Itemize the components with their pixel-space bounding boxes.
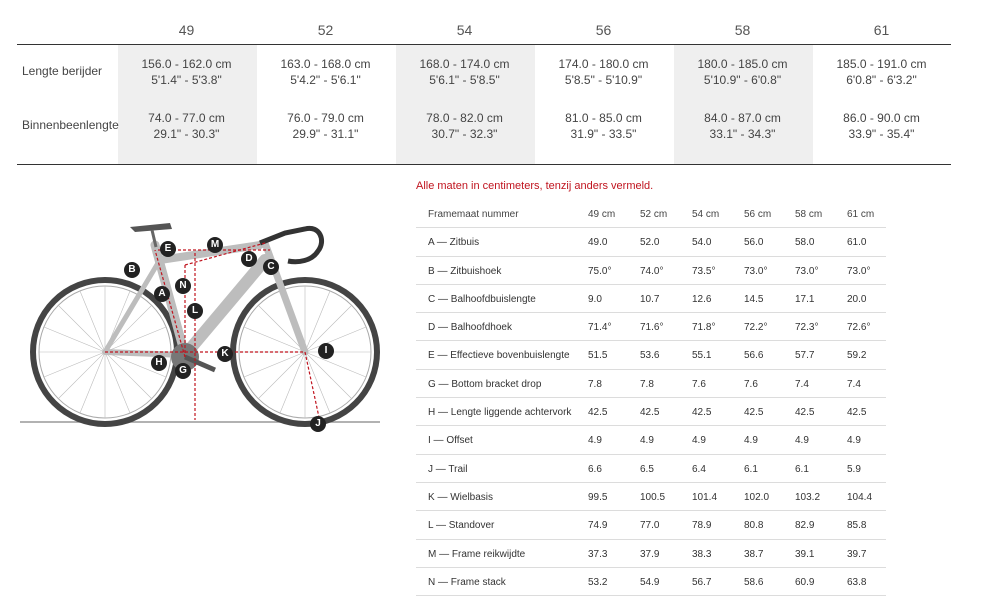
geometry-row-label: E — Effectieve bovenbuislengte (428, 350, 570, 362)
geometry-cell: 4.9 (795, 435, 809, 447)
size-52-header: 52 (317, 22, 334, 38)
geometry-cell: 4.9 (744, 435, 758, 447)
geometry-cell: 38.7 (744, 548, 764, 560)
cell-imperial: 6'0.8" - 6'3.2" (846, 73, 917, 87)
geometry-cell: 4.9 (640, 435, 654, 447)
geometry-cell: 54.0 (692, 237, 712, 249)
geometry-cell: 10.7 (640, 293, 660, 305)
geometry-cell: 42.5 (692, 407, 712, 419)
geometry-cell: 74.0° (640, 265, 664, 277)
geometry-cell: 39.7 (847, 548, 867, 560)
geometry-row (416, 511, 886, 539)
geometry-cell: 104.4 (847, 491, 873, 503)
geometry-row (416, 228, 886, 256)
rider-height-cell (673, 56, 812, 88)
geometry-cell: 99.5 (588, 491, 608, 503)
geometry-cell: 63.8 (847, 576, 867, 588)
geometry-cell: 14.5 (744, 293, 764, 305)
geometry-cell: 6.1 (744, 463, 758, 475)
geometry-cell: 53.6 (640, 350, 660, 362)
rider-height-cell (256, 56, 395, 88)
label-l: L (187, 300, 203, 319)
geometry-cell: 42.5 (744, 407, 764, 419)
geometry-cell: 80.8 (744, 520, 764, 532)
geometry-row-label: L — Standover (428, 520, 495, 532)
geometry-row (416, 341, 886, 369)
label-g: G (175, 360, 191, 379)
geometry-row (416, 426, 886, 454)
header-58: 58 cm (795, 209, 823, 220)
geometry-cell: 60.9 (795, 576, 815, 588)
cell-cm: 76.0 - 79.0 cm (287, 111, 364, 125)
geometry-cell: 53.2 (588, 576, 608, 588)
geometry-cell: 4.9 (588, 435, 602, 447)
cell-cm: 180.0 - 185.0 cm (697, 57, 788, 71)
geometry-cell: 4.9 (847, 435, 861, 447)
geometry-row-label: H — Lengte liggende achtervork (428, 407, 572, 419)
geometry-row-label: K — Wielbasis (428, 491, 494, 503)
geometry-cell: 7.6 (692, 378, 706, 390)
bike-illustration (20, 205, 382, 435)
geometry-row (416, 483, 886, 511)
geometry-row (416, 313, 886, 341)
geometry-cell: 56.6 (744, 350, 764, 362)
cell-imperial: 29.9" - 31.1" (292, 127, 359, 141)
cell-cm: 84.0 - 87.0 cm (704, 111, 781, 125)
geometry-cell: 12.6 (692, 293, 712, 305)
geometry-table (416, 200, 886, 596)
geometry-row-label: N — Frame stack (428, 576, 506, 588)
cell-cm: 174.0 - 180.0 cm (558, 57, 649, 71)
units-note: Alle maten in centimeters, tenzij anders vermeld. (416, 180, 654, 192)
geometry-cell: 5.9 (847, 463, 861, 475)
header-52: 52 cm (640, 209, 668, 220)
cell-cm: 86.0 - 90.0 cm (843, 111, 920, 125)
label-j: J (310, 413, 326, 432)
cell-imperial: 33.9" - 35.4" (848, 127, 915, 141)
geometry-cell: 59.2 (847, 350, 867, 362)
label-a: A (154, 283, 170, 302)
geometry-cell: 54.9 (640, 576, 660, 588)
geometry-row (416, 257, 886, 285)
geometry-cell: 7.8 (588, 378, 602, 390)
geometry-cell: 73.0° (847, 265, 871, 277)
inseam-cell (117, 110, 256, 142)
geometry-row (416, 568, 886, 596)
geometry-cell: 56.7 (692, 576, 712, 588)
geometry-rows (416, 228, 886, 596)
geometry-cell: 42.5 (847, 407, 867, 419)
cell-imperial: 5'4.2" - 5'6.1" (290, 73, 361, 87)
geometry-cell: 7.6 (744, 378, 758, 390)
label-d: D (241, 248, 257, 267)
header-56: 56 cm (744, 209, 772, 220)
label-b: B (124, 259, 140, 278)
geometry-row-label: M — Frame reikwijdte (428, 548, 526, 560)
header-label: Framemaat nummer (428, 209, 519, 220)
geometry-cell: 102.0 (744, 491, 770, 503)
geometry-header-row (416, 200, 886, 228)
geometry-cell: 6.1 (795, 463, 809, 475)
table-bottom-rule (17, 164, 951, 165)
geometry-cell: 42.5 (588, 407, 608, 419)
geometry-cell: 37.9 (640, 548, 660, 560)
geometry-cell: 6.6 (588, 463, 602, 475)
inseam-cell (812, 110, 951, 142)
geometry-cell: 75.0° (588, 265, 612, 277)
geometry-row (416, 398, 886, 426)
geometry-row-label: D — Balhoofdhoek (428, 322, 512, 334)
cell-imperial: 29.1" - 30.3" (153, 127, 220, 141)
inseam-cell (256, 110, 395, 142)
cell-cm: 185.0 - 191.0 cm (836, 57, 927, 71)
geometry-cell: 57.7 (795, 350, 815, 362)
size-49-header: 49 (178, 22, 195, 38)
rider-height-cell (812, 56, 951, 88)
geometry-cell: 6.4 (692, 463, 706, 475)
label-k: K (217, 343, 233, 362)
geometry-cell: 101.4 (692, 491, 718, 503)
geometry-cell: 71.4° (588, 322, 612, 334)
geometry-cell: 42.5 (640, 407, 660, 419)
cell-cm: 74.0 - 77.0 cm (148, 111, 225, 125)
geometry-cell: 7.4 (795, 378, 809, 390)
cell-imperial: 31.9" - 33.5" (570, 127, 637, 141)
label-i: I (318, 340, 334, 359)
inseam-cell (395, 110, 534, 142)
size-56-header: 56 (595, 22, 612, 38)
geometry-row (416, 455, 886, 483)
geometry-cell: 38.3 (692, 548, 712, 560)
geometry-row-label: A — Zitbuis (428, 237, 480, 249)
geometry-cell: 71.6° (640, 322, 664, 334)
geometry-cell: 74.9 (588, 520, 608, 532)
label-n: N (175, 275, 191, 294)
rider-height-cell (534, 56, 673, 88)
geometry-cell: 78.9 (692, 520, 712, 532)
geometry-row-label: B — Zitbuishoek (428, 265, 502, 277)
label-e: E (160, 238, 176, 257)
geometry-row-label: J — Trail (428, 463, 468, 475)
cell-cm: 163.0 - 168.0 cm (280, 57, 371, 71)
size-header-row (0, 0, 985, 44)
size-54-header: 54 (456, 22, 473, 38)
cell-cm: 168.0 - 174.0 cm (419, 57, 510, 71)
cell-imperial: 5'1.4" - 5'3.8" (151, 73, 222, 87)
row-label-rider-height: Lengte berijder (22, 64, 103, 78)
geometry-cell: 7.8 (640, 378, 654, 390)
rider-height-cell (117, 56, 256, 88)
geometry-cell: 42.5 (795, 407, 815, 419)
geometry-cell: 85.8 (847, 520, 867, 532)
cell-imperial: 5'10.9" - 6'0.8" (703, 73, 782, 87)
geometry-cell: 20.0 (847, 293, 867, 305)
geometry-cell: 55.1 (692, 350, 712, 362)
size-61-header: 61 (873, 22, 890, 38)
geometry-cell: 6.5 (640, 463, 654, 475)
geometry-cell: 100.5 (640, 491, 666, 503)
cell-cm: 81.0 - 85.0 cm (565, 111, 642, 125)
geometry-row (416, 370, 886, 398)
header-61: 61 cm (847, 209, 875, 220)
cell-cm: 78.0 - 82.0 cm (426, 111, 503, 125)
inseam-cell (673, 110, 812, 142)
header-49: 49 cm (588, 209, 616, 220)
header-54: 54 cm (692, 209, 720, 220)
geometry-cell: 39.1 (795, 548, 815, 560)
geometry-cell: 61.0 (847, 237, 867, 249)
geometry-cell: 58.6 (744, 576, 764, 588)
cell-cm: 156.0 - 162.0 cm (141, 57, 232, 71)
geometry-cell: 52.0 (640, 237, 660, 249)
geometry-cell: 56.0 (744, 237, 764, 249)
geometry-cell: 7.4 (847, 378, 861, 390)
geometry-row (416, 540, 886, 568)
label-m: M (207, 234, 223, 253)
geometry-cell: 73.5° (692, 265, 716, 277)
row-label-inseam: Binnenbeenlengte (22, 118, 119, 132)
cell-imperial: 30.7" - 32.3" (431, 127, 498, 141)
geometry-cell: 71.8° (692, 322, 716, 334)
geometry-row-label: I — Offset (428, 435, 473, 447)
geometry-cell: 77.0 (640, 520, 660, 532)
inseam-cell (534, 110, 673, 142)
cell-imperial: 5'6.1" - 5'8.5" (429, 73, 500, 87)
label-c: C (263, 256, 279, 275)
geometry-cell: 72.6° (847, 322, 871, 334)
geometry-cell: 72.2° (744, 322, 768, 334)
geometry-cell: 9.0 (588, 293, 602, 305)
cell-imperial: 33.1" - 34.3" (709, 127, 776, 141)
geometry-cell: 4.9 (692, 435, 706, 447)
geometry-row-label: C — Balhoofdbuislengte (428, 293, 536, 305)
geometry-cell: 72.3° (795, 322, 819, 334)
geometry-cell: 37.3 (588, 548, 608, 560)
geometry-row (416, 285, 886, 313)
geometry-cell: 73.0° (744, 265, 768, 277)
bike-geometry-diagram (20, 205, 382, 435)
geometry-cell: 73.0° (795, 265, 819, 277)
geometry-cell: 58.0 (795, 237, 815, 249)
cell-imperial: 5'8.5" - 5'10.9" (564, 73, 643, 87)
geometry-row-label: G — Bottom bracket drop (428, 378, 542, 390)
geometry-cell: 17.1 (795, 293, 815, 305)
geometry-cell: 82.9 (795, 520, 815, 532)
label-h: H (151, 352, 167, 371)
geometry-cell: 103.2 (795, 491, 821, 503)
rider-height-cell (395, 56, 534, 88)
geometry-cell: 51.5 (588, 350, 608, 362)
geometry-cell: 49.0 (588, 237, 608, 249)
size-58-header: 58 (734, 22, 751, 38)
